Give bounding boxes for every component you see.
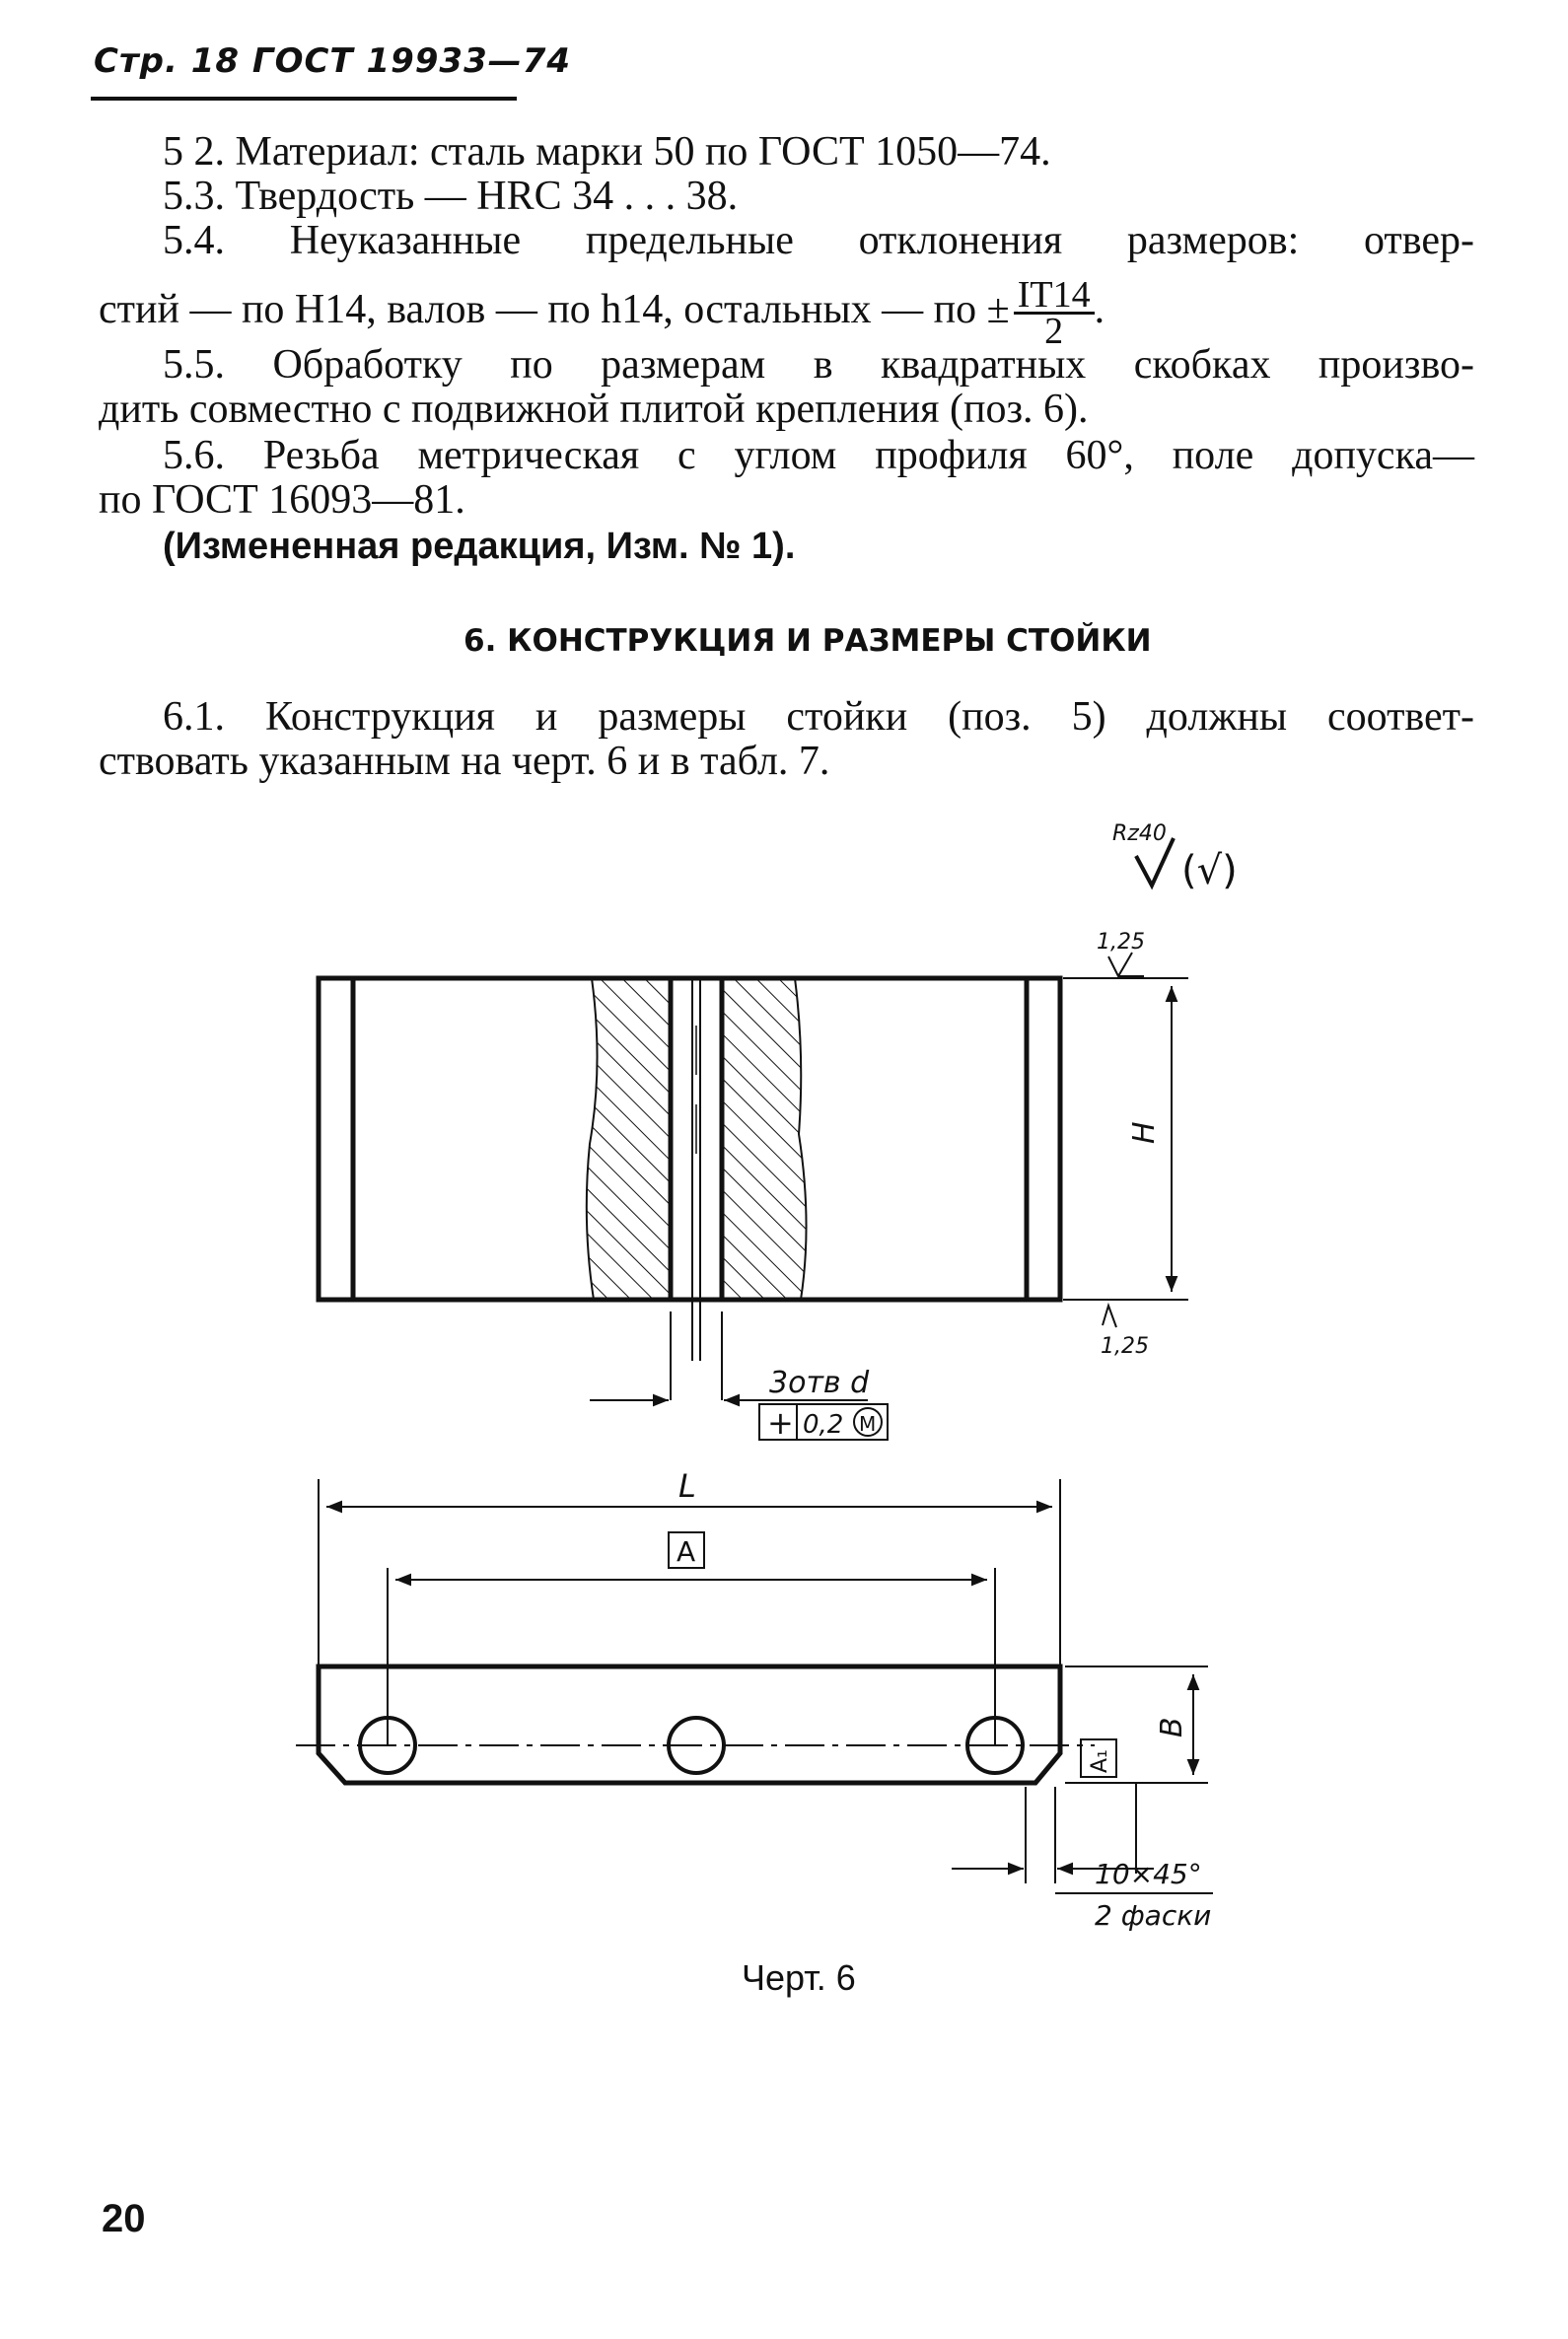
section-heading: 6. КОНСТРУКЦИЯ И РАЗМЕРЫ СТОЙКИ (463, 623, 1152, 659)
position-tolerance-symbol: + (767, 1404, 794, 1442)
item-5-5-line2: дить совместно с подвижной плитой крепления (поз. 6). (99, 387, 1089, 432)
item-5-4-line1: 5.4. Неуказанные предельные отклонения размеров: отвер- (163, 218, 1474, 263)
fraction-it14: $\frac{IT14}{2}$ (1014, 278, 1095, 348)
position-tolerance-value: 0,2 (803, 1410, 844, 1440)
figure-caption: Черт. 6 (742, 1957, 856, 1998)
item-5-4-line2: стий — по H14, валов — по h14, остальных — по ± $\frac{IT14}{2}$ . (99, 274, 1105, 352)
chamfer-note: 2 фаски (1095, 1899, 1212, 1932)
hole-note: 3отв d (769, 1366, 870, 1400)
section-text-line2: ствовать указанным на черт. 6 и в табл. 7. (99, 739, 830, 784)
dim-length-label: L (678, 1467, 696, 1505)
page-header: Стр. 18 ГОСТ 19933—74 (94, 41, 572, 81)
dim-height-label: H (1127, 1121, 1162, 1144)
item-5-5-line1: 5.5. Обработку по размерам в квадратных скобках произво- (163, 342, 1474, 388)
item-5-3: 5.3. Твердость — HRC 34 . . . 38. (163, 174, 739, 219)
roughness-top-value: 1,25 (1097, 930, 1145, 955)
roughness-bottom-value: 1,25 (1101, 1334, 1149, 1359)
dim-width-label: B (1155, 1717, 1189, 1737)
section-text-line1: 6.1. Конструкция и размеры стойки (поз. 5) должны соответ- (163, 694, 1474, 740)
item-5-2: 5 2. Материал: сталь марки 50 по ГОСТ 1050—74. (163, 129, 1051, 175)
position-tolerance-modifier: M (859, 1412, 877, 1436)
top-view (296, 1467, 1213, 1932)
item-5-6-line1: 5.6. Резьба метрическая с углом профиля 60°, поле допуска— (163, 433, 1474, 478)
item-5-4-text: стий — по H14, валов — по h14, остальных — по ± (99, 287, 1010, 333)
page-number: 20 (102, 2197, 146, 2240)
roughness-other: (√) (1181, 848, 1238, 893)
item-5-6-line2: по ГОСТ 16093—81. (99, 477, 465, 523)
chamfer-size: 10×45° (1095, 1858, 1202, 1890)
datum-a-label: A (677, 1535, 696, 1568)
datum-a1-label: A₁ (1088, 1749, 1112, 1773)
roughness-main-value: Rz40 (1112, 821, 1167, 846)
amendment-note: (Измененная редакция, Изм. № 1). (163, 526, 796, 567)
front-view (319, 930, 1188, 1442)
roughness-symbol (1112, 821, 1238, 893)
